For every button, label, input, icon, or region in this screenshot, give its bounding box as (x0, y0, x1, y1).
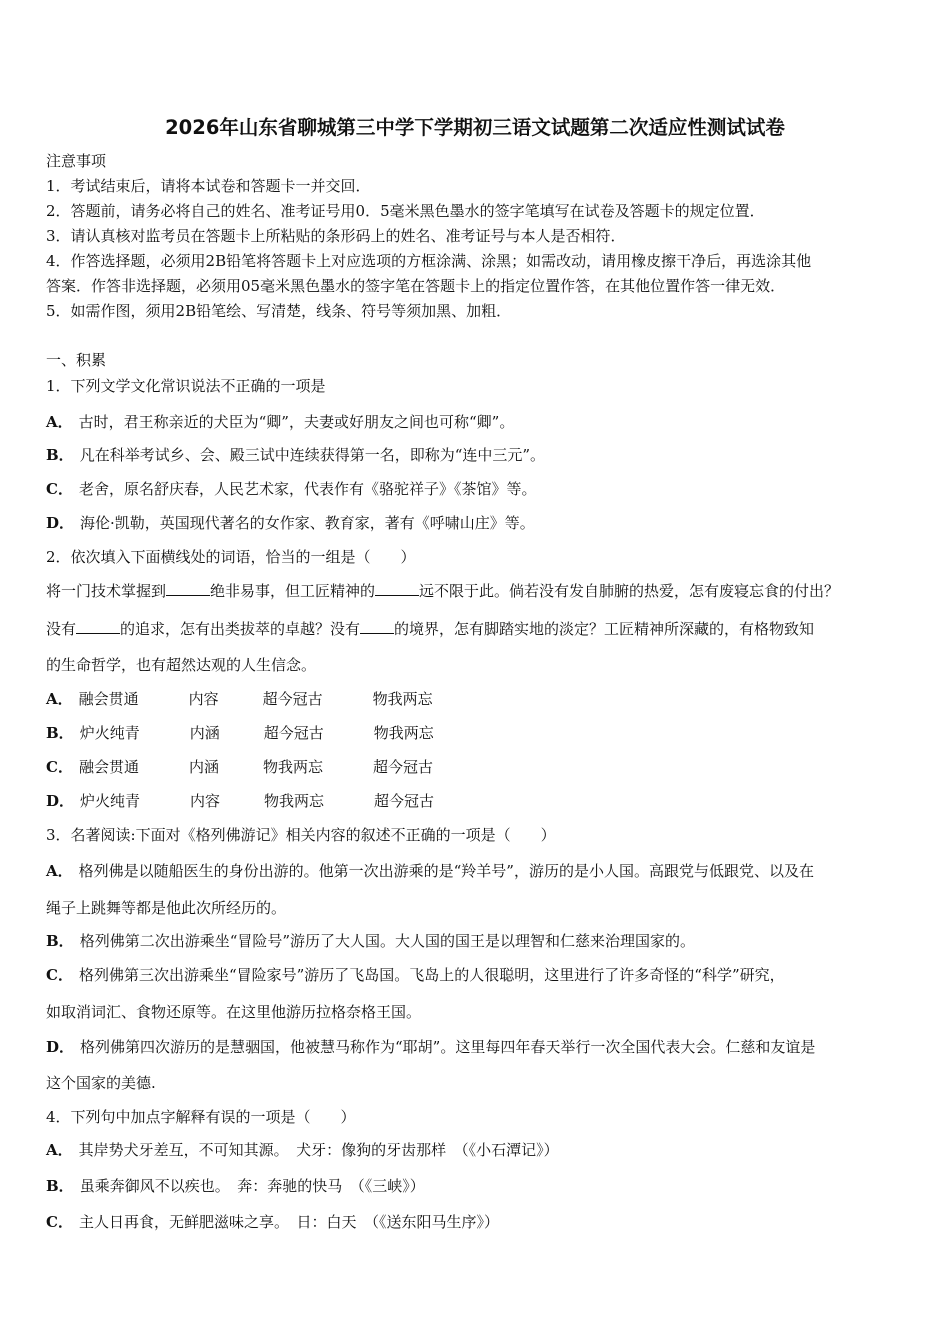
passage-text: 没有 (46, 620, 77, 638)
q2-passage-line (46, 619, 814, 639)
q4-option-b (46, 1176, 425, 1196)
option-word: 超今冠古 (372, 758, 433, 776)
notice-item: 4．作答选择题，必须用2B铅笔将答题卡上对应选项的方框涂满、涂黑；如需改动，请用橡皮擦干净后，再选涂其他 (46, 252, 812, 270)
option-word: 内容 (188, 690, 219, 708)
q3-option-c-cont (46, 1002, 421, 1022)
option-text: 格列佛第四次游历的是慧骃国，他被慧马称作为“耶胡”。这里每四年春天举行一次全国代表大会。仁慈和友谊是 (80, 1038, 816, 1056)
passage-text: 绝非易事，但工匠精神的 (210, 582, 376, 600)
option-word: 炉火纯青 (80, 792, 141, 810)
option-word: 超今冠古 (374, 792, 435, 810)
q4-stem: 4．下列句中加点字解释有误的一项是（ ） (46, 1108, 356, 1126)
option-word: 炉火纯青 (79, 724, 140, 742)
option-word: 物我两忘 (372, 690, 433, 708)
q1-option-b (46, 445, 545, 465)
notice-item: 3．请认真核对监考员在答题卡上所粘贴的条形码上的姓名、准考证号与本人是否相符． (46, 227, 626, 245)
notice-item: 答案．作答非选择题，必须用05毫米黑色墨水的签字笔在答题卡上的指定位置作答，在其他位置作答一律无效． (46, 277, 786, 295)
option-text: 这个国家的美德. (46, 1074, 156, 1092)
q1-stem: 1．下列文学文化常识说法不正确的一项是 (46, 377, 326, 395)
notice-item: 2．答题前，请务必将自己的姓名、准考证号用0．5毫米黑色墨水的签字笔填写在试卷及答题卡的规定位置． (46, 202, 765, 220)
option-word: 融会贯通 (78, 758, 139, 776)
q2-passage-line (46, 581, 839, 601)
section-heading: 一、积累 (46, 351, 107, 369)
notice-item: 5．如需作图，须用2B铅笔绘、写清楚，线条、符号等须加黑、加粗． (46, 302, 512, 320)
fill-blank (360, 619, 394, 634)
q3-option-a (46, 861, 814, 881)
q4-option-a (46, 1140, 559, 1160)
option-text: 绳子上跳舞等都是他此次所经历的。 (46, 899, 287, 917)
page-title: 2026年山东省聊城第三中学下学期初三语文试题第二次适应性测试试卷 (165, 116, 785, 139)
option-label: C． (46, 758, 73, 776)
q1-option-c (46, 479, 536, 499)
option-label: D． (46, 1038, 75, 1056)
option-label: D． (46, 792, 75, 810)
option-label: C． (46, 1213, 73, 1231)
q1-option-a (46, 412, 514, 432)
option-text: 如取消词汇、食物还原等。在这里他游历拉格奈格王国。 (46, 1003, 422, 1021)
fill-blank (375, 581, 419, 596)
option-word: 超今冠古 (263, 724, 324, 742)
q2-passage-line (46, 655, 316, 675)
notice-item: 1．考试结束后，请将本试卷和答题卡一并交回． (46, 177, 371, 195)
option-label: C． (46, 966, 73, 984)
q3-option-a-cont (46, 898, 286, 918)
fill-blank (166, 581, 210, 596)
option-word: 内容 (190, 792, 221, 810)
option-text: 海伦·凯勒，英国现代著名的女作家、教育家，著有《呼啸山庄》等。 (80, 514, 535, 532)
option-text: 格列佛第三次出游乘坐“冒险家号”游历了飞岛国。飞岛上的人很聪明，这里进行了许多奇怪的“科学”研究， (78, 966, 785, 984)
q2-stem: 2．依次填入下面横线处的词语，恰当的一组是（ ） (46, 548, 416, 566)
passage-text: 的境界，怎有脚踏实地的淡定？工匠精神所深藏的，有格物致知 (394, 620, 815, 638)
q3-option-d-cont (46, 1073, 156, 1093)
option-text: 凡在科举考试乡、会、殿三试中连续获得第一名，即称为“连中三元”。 (79, 446, 546, 464)
passage-text: 远不限于此。倘若没有发自肺腑的热爱，怎有废寝忘食的付出？ (419, 582, 840, 600)
notice-heading: 注意事项 (46, 152, 107, 170)
option-label: A． (46, 413, 73, 431)
option-word: 物我两忘 (262, 758, 323, 776)
option-label: B． (46, 446, 74, 464)
passage-text: 将一门技术掌握到 (46, 582, 167, 600)
option-label: A． (46, 1141, 73, 1159)
q2-option-c (46, 757, 433, 777)
q3-option-d (46, 1037, 815, 1057)
option-label: A． (46, 690, 73, 708)
option-text: 格列佛是以随船医生的身份出游的。他第一次出游乘的是“羚羊号”，游历的是小人国。高跟党与低跟党、以及在 (78, 862, 814, 880)
q2-option-d (46, 791, 434, 811)
option-word: 超今冠古 (262, 690, 323, 708)
option-text: 古时，君王称亲近的犬臣为“卿”，夫妻或好朋友之间也可称“卿”。 (78, 413, 515, 431)
option-label: B． (46, 1177, 74, 1195)
q2-option-a (46, 689, 433, 709)
option-word: 内涵 (189, 724, 220, 742)
passage-text: 的生命哲学，也有超然达观的人生信念。 (46, 656, 317, 674)
q1-option-d (46, 513, 535, 533)
option-label: B． (46, 932, 74, 950)
option-text: 老舍，原名舒庆春，人民艺术家，代表作有《骆驼祥子》《茶馆》等。 (78, 480, 537, 498)
option-word: 内涵 (188, 758, 219, 776)
option-word: 物我两忘 (264, 792, 325, 810)
option-text: 虽乘奔御风不以疾也。 奔：奔驰的快马 （《三峡》） (79, 1177, 425, 1195)
option-word: 融会贯通 (78, 690, 139, 708)
q4-option-c (46, 1212, 499, 1232)
option-label: D． (46, 514, 75, 532)
option-label: B． (46, 724, 74, 742)
q2-option-b (46, 723, 434, 743)
q3-option-b (46, 931, 695, 951)
option-label: A． (46, 862, 73, 880)
q3-option-c (46, 965, 785, 985)
fill-blank (76, 619, 120, 634)
passage-text: 的追求，怎有出类拔萃的卓越？没有 (120, 620, 361, 638)
option-word: 物我两忘 (373, 724, 434, 742)
option-label: C． (46, 480, 73, 498)
q3-stem: 3．名著阅读:下面对《格列佛游记》相关内容的叙述不正确的一项是（ ） (46, 826, 556, 844)
option-text: 其岸势犬牙差互，不可知其源。 犬牙：像狗的牙齿那样 （《小石潭记》） (78, 1141, 559, 1159)
option-text: 主人日再食，无鲜肥滋味之享。 日：白天 （《送东阳马生序》） (78, 1213, 499, 1231)
option-text: 格列佛第二次出游乘坐“冒险号”游历了大人国。大人国的国王是以理智和仁慈来治理国家的。 (79, 932, 696, 950)
